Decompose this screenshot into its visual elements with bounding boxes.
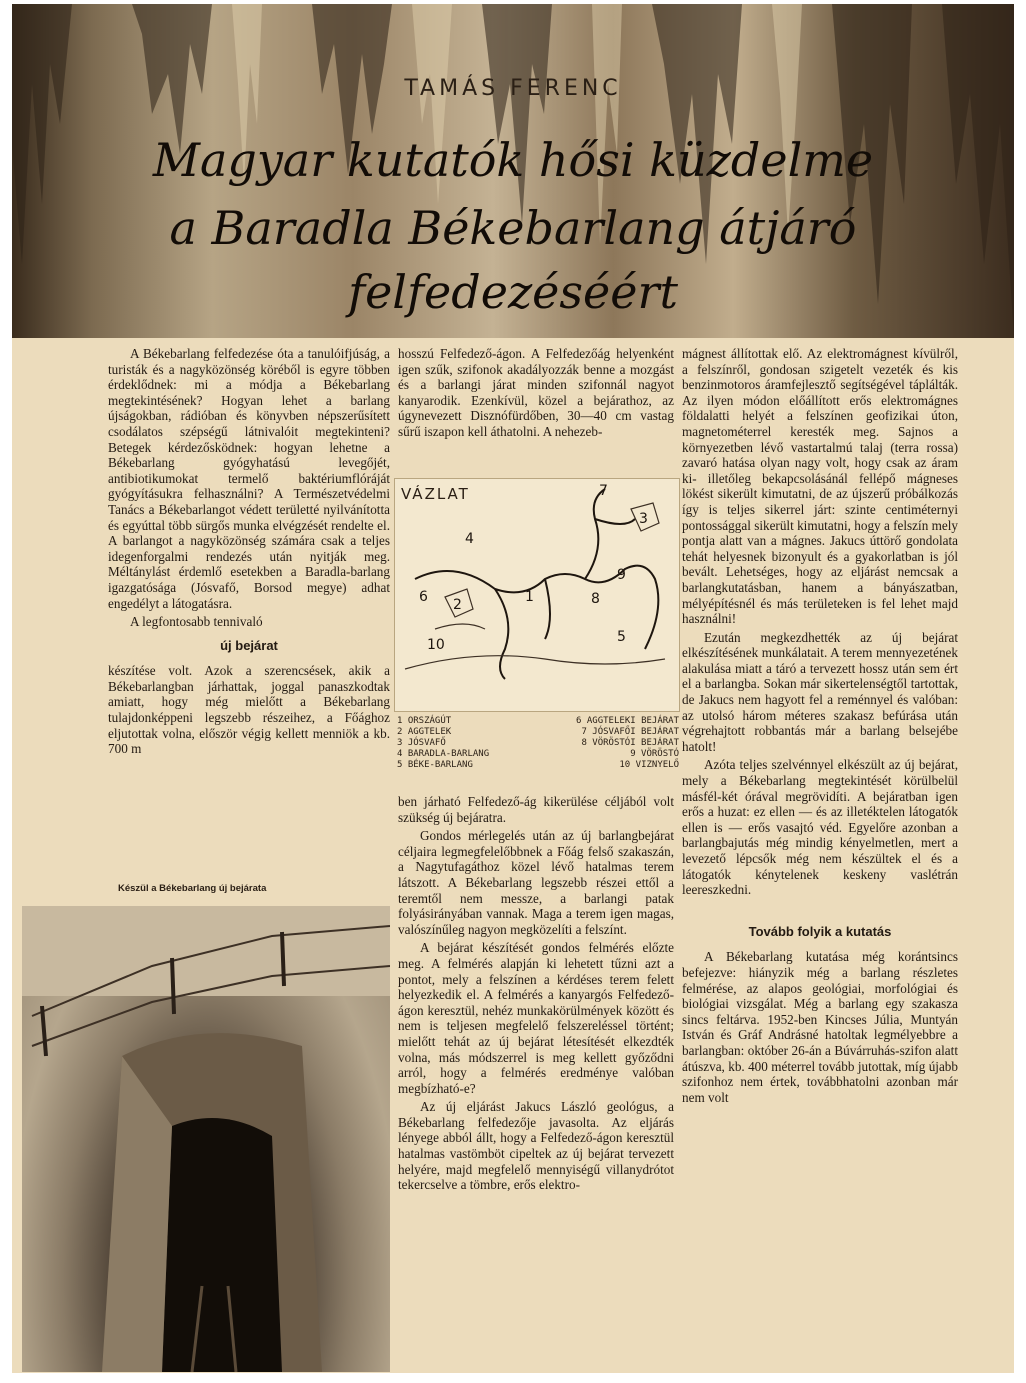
map-legend (397, 716, 679, 771)
legend-item: 5 BÉKE-BARLANG (397, 760, 473, 770)
column-2-top (398, 346, 674, 443)
map-label: 4 (465, 531, 474, 547)
map-label: 7 (599, 483, 608, 499)
column-1 (108, 346, 390, 760)
map-label: 2 (453, 597, 462, 613)
column-2-bottom (398, 794, 674, 1196)
map-drawing (395, 479, 679, 711)
legend-row (397, 749, 679, 760)
legend-row (397, 716, 679, 727)
paragraph: Az új eljárást Jakucs László geológus, a Békebarlang felfedezője javasolta. Az eljárás lényege abból állt, hogy a Felfedező-ágon keresztül hatalmas vastömböt cipeltek az új bejárat tervezett helyére, majd megfelelő mennyiségű villanydrótot tekercselve a tömbre, erős elektro- (398, 1099, 674, 1193)
photo-caption: Készül a Békebarlang új bejárata (118, 883, 267, 894)
legend-row (397, 760, 679, 771)
legend-item: 9 VÖRÖSTÓ (630, 749, 679, 759)
author-name: TAMÁS FERENC (404, 76, 622, 101)
map-label: 8 (591, 591, 600, 607)
legend-item: 7 JÓSVAFŐI BEJÁRAT (581, 727, 679, 737)
paragraph: Gondos mérlegelés után az új barlangbejárat céljaira legmegfelelőbbnek a Főág felső szakaszán, a Nagytufagáthoz közel lévő hatalmas terem látszott. A Békebarlang legszebb részei ettől a teremtől nem messze, a barlangi patak folyásirányában vannak. Maga a terem igen magas, valószínűleg nagyon megközelíti a felszínt. (398, 828, 674, 937)
legend-row (397, 727, 679, 738)
map-title: VÁZLAT (401, 485, 470, 503)
legend-item: 1 ORSZÁGÚT (397, 716, 452, 726)
map-label: 10 (427, 637, 445, 653)
map-label: 6 (419, 589, 428, 605)
column-3 (682, 346, 958, 1108)
article-title-line-2: a Baradla Békebarlang átjáró (169, 201, 857, 255)
paragraph: ben járható Felfedező-ág kikerülése céljából volt szükség új bejáratra. (398, 794, 674, 825)
paragraph: A legfontosabb tennivaló (130, 614, 263, 630)
article-title-line-3: felfedezéséért (348, 265, 678, 319)
legend-item: 6 AGGTELEKI BEJÁRAT (576, 716, 679, 726)
map-label: 9 (617, 567, 626, 583)
cave-sketch-map (394, 478, 680, 712)
paragraph: készítése volt. Azok a szerencsések, akik a Békebarlangban járhattak, joggal panaszkodtak amiatt, hogy még mielőtt a Békebarlang tulajdonképpeni legszebb részeihez, a Főághoz eljutottak volna, először végig kellett menniök a kb. 700 m (108, 663, 390, 757)
entrance-photo (22, 906, 390, 1372)
paragraph: mágnest állítottak elő. Az elektromágnest kívülről, a felszínről, gondosan szigetelt vezeték és kis benzinmotoros áramfejlesztő segítségével táplálták. Az ilyen módon előállított erős elektromágnes földalatti helyét a felszínen geofizikai úton, magnetométerrel keresték meg. Sajnos a környezetben lévő vastartalmú talaj (terra rossa) zavaró hatása olyan nagy volt, hogy csak az áram ki- illetőleg bekapcsolásánál fellépő mágneses lökést sikerült kimutatni, de az újszerű próbálkozás így is teljes sikerrel járt: szinte centiméternyi pontossággal sikerült kimutatni, hogy a felszín mely pontja alatt van a mágnes. Jakucs úttörő gondolata tehát helyesnek bizonyult és a gyakorlatban is jól bevált. Lehetséges, hogy az eljárást nemcsak a barlangkutatásban, hanem a bányászatban, mélyépítésnél és más területeken is fel lehet majd használni! (682, 346, 958, 627)
section-heading: új bejárat (220, 637, 278, 653)
legend-item: 8 VÖRÖSTÓI BEJÁRAT (581, 738, 679, 748)
cave-header-image (12, 4, 1014, 338)
legend-item: 4 BARADLA-BARLANG (397, 749, 490, 759)
map-label: 1 (525, 589, 534, 605)
article-title-line-1: Magyar kutatók hősi küzdelme (152, 133, 874, 187)
map-label: 5 (617, 629, 626, 645)
paragraph: A bejárat készítését gondos felmérés előzte meg. A felmérés alapján ki lehetett tűzni azt a pontot, mely a felszínen a kérdéses terem felett helyezkedik el. A felmérés a kanyargós Felfedező-ágon keresztül, nehéz munkakörülmények között és nem is teljesen megfelelő felszereléssel történt; mielőtt tehát az új bejárat létesítését elkezdték volna, más módszerrel is meg kellett győződni arról, hogy a felmérés eredménye valóban megbízható-e? (398, 940, 674, 1096)
map-label: 3 (639, 511, 648, 527)
paragraph: A Békebarlang felfedezése óta a tanulóifjúság, a turisták és a nagyközönség köréből is egyre többen érdeklődnek: mi a módja a Békebarlang megtekintésének? Hogyan lehet a barlang újságokban, rádióban és könyvben népszerűsített csodálatos szépségű látnivalóit megtekinteni? Betegek kérdezősködnek: hogyan lehetne a Békebarlang gyógyhatású levegőjét, antibiotikumokat termelő baktériumflóráját gyógyításukra felhasználni? A Természetvédelmi Tanács a Békebarlangot védett területté nyilvánította és egyúttal több sürgős munka elvégzését rendelte el. A barlangot a nagyközönség számára csak a teljes idegenforgalmi rendezés után nyitják meg. Méltánylást érdemlő esetekben a Baradla-barlang igazgatósága (Jósvafő, Borsod megye) adhat engedélyt a látogatásra. (108, 346, 390, 611)
legend-item: 2 AGGTELEK (397, 727, 452, 737)
entrance-photo-graphic (22, 906, 390, 1372)
section-heading: Tovább folyik a kutatás (748, 923, 892, 939)
paragraph: Ezután megkezdhették az új bejárat elkészítésének munkálatait. A terem mennyezetének alakulása miatt a táró a tervezett hossz után sem ért el a barlangba. Sokan már sikertelenségtől tartottak, de Jakucs nem hagyott fel a reménnyel és valóban: az utolsó három méteres szakasz befúrása után végrehajtott robbantás már a barlang belsejébe hatolt! (682, 629, 958, 754)
paragraph: hosszú Felfedező-ágon. A Felfedezőág helyenként igen szűk, szifonok akadályozzák benne a mozgást és a barlangi járat minden szifonnál nagyot kanyarodik. Ezenkívül, közel a bejárathoz, az úgynevezett Disznófürdőben, 30—40 cm vastag sűrű iszapon kell áthatolni. A nehezeb- (398, 346, 674, 439)
legend-item: 3 JÓSVAFŐ (397, 738, 446, 748)
paragraph: Azóta teljes szelvénnyel elkészült az új bejárat, mely a Békebarlang megtekintését körülbelül másfél-két órával megrövidíti. A bejáratban igen erős a huzat: ez ellen — és az illetéktelen látogatók ellen is — erős vasajtó véd. Egyelőre azonban a barlangbajutás még mindig kényelmetlen, mert a levezető lépcsők még nem készültek el és a látogatók kénytelenek keskeny vaslétrán leereszkedni. (682, 757, 958, 898)
legend-item: 10 VIZNYELŐ (619, 760, 679, 770)
paragraph: A Békebarlang kutatása még korántsincs befejezve: hiányzik még a barlang részletes felmérése, az alapos geológiai, morfológiai és biológiai vizsgálat. Még a barlang egy szakasza sincs feltárva. 1952-ben Kincses Júlia, Muntyán István és Gráf Andrásné hatoltak legmélyebbre a barlangban: október 26-án a Búvárruhás-szifon alatt átúszva, kb. 400 méterrel tovább jutottak, míg újabb szifonhoz nem értek, továbbhatolni azonban már nem volt (682, 949, 958, 1105)
legend-row (397, 738, 679, 749)
